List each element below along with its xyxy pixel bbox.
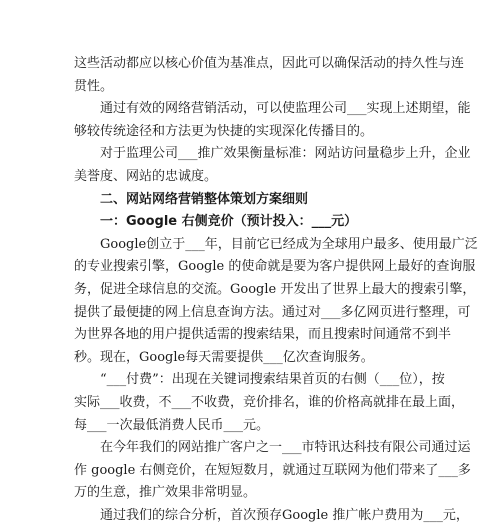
section-heading: 二、网站网络营销整体策划方案细则 [100, 191, 309, 207]
paragraph-line-14: 秒。现在，Google每天需要提供___亿次查询服务。 [74, 349, 374, 365]
paragraph-line-1: 这些活动都应以核心价值为基准点，因此可以确保活动的持久性与连 [74, 56, 465, 71]
paragraph-line-13: 为世界各地的用户提供适需的搜索结果，而且搜索时间通常不到半 [74, 327, 452, 343]
paragraph-line-11: 务，促进全球信息的交流。Google 开发出了世界上最大的搜索引擎， [74, 282, 476, 297]
paragraph-line-21: 通过我们的综合分析，首次预存Google 推广帐户费用为___元， [100, 508, 469, 523]
paragraph-line-2: 贯性。 [74, 78, 114, 94]
paragraph-line-20: 万的生意，推广效果非常明显。 [74, 485, 257, 501]
paragraph-line-3: 通过有效的网络营销活动，可以使监理公司___实现上述期望，能 [100, 101, 471, 117]
paragraph-line-15: “___付费”：出现在关键词搜索结果首页的右侧（___位），按 [100, 372, 445, 388]
paragraph-line-10: 的专业搜索引擎，Google 的使命就是要为客户提供网上最好的查询服 [74, 259, 476, 275]
paragraph-line-16: 实际___收费，不___不收费，竞价排名，谁的价格高就排在最上面， [74, 395, 465, 410]
subsection-heading: 一：Google 右侧竞价（预计投入：___元） [100, 214, 358, 230]
paragraph-line-5: 对于监理公司___推广效果衡量标准：网站访问量稳步上升，企业 [100, 146, 471, 162]
paragraph-line-9: Google创立于___年，目前它已经成为全球用户最多、使用最广泛 [100, 236, 478, 252]
paragraph-line-12: 提供了最便捷的网上信息查询方法。通过对___多亿网页进行整理，可 [74, 304, 471, 320]
paragraph-line-6: 美誉度、网站的忠诚度。 [74, 169, 218, 184]
paragraph-line-18: 在今年我们的网站推广客户之一___市特讯达科技有限公司通过运 [100, 440, 471, 456]
paragraph-line-19: 作 google 右侧竞价，在短短数月，就通过互联网为他们带来了___多 [74, 462, 471, 478]
paragraph-line-17: 每___一次最低消费人民币___元。 [74, 417, 270, 433]
paragraph-line-4: 够较传统途径和方法更为快捷的实现深化传播目的。 [74, 123, 374, 139]
